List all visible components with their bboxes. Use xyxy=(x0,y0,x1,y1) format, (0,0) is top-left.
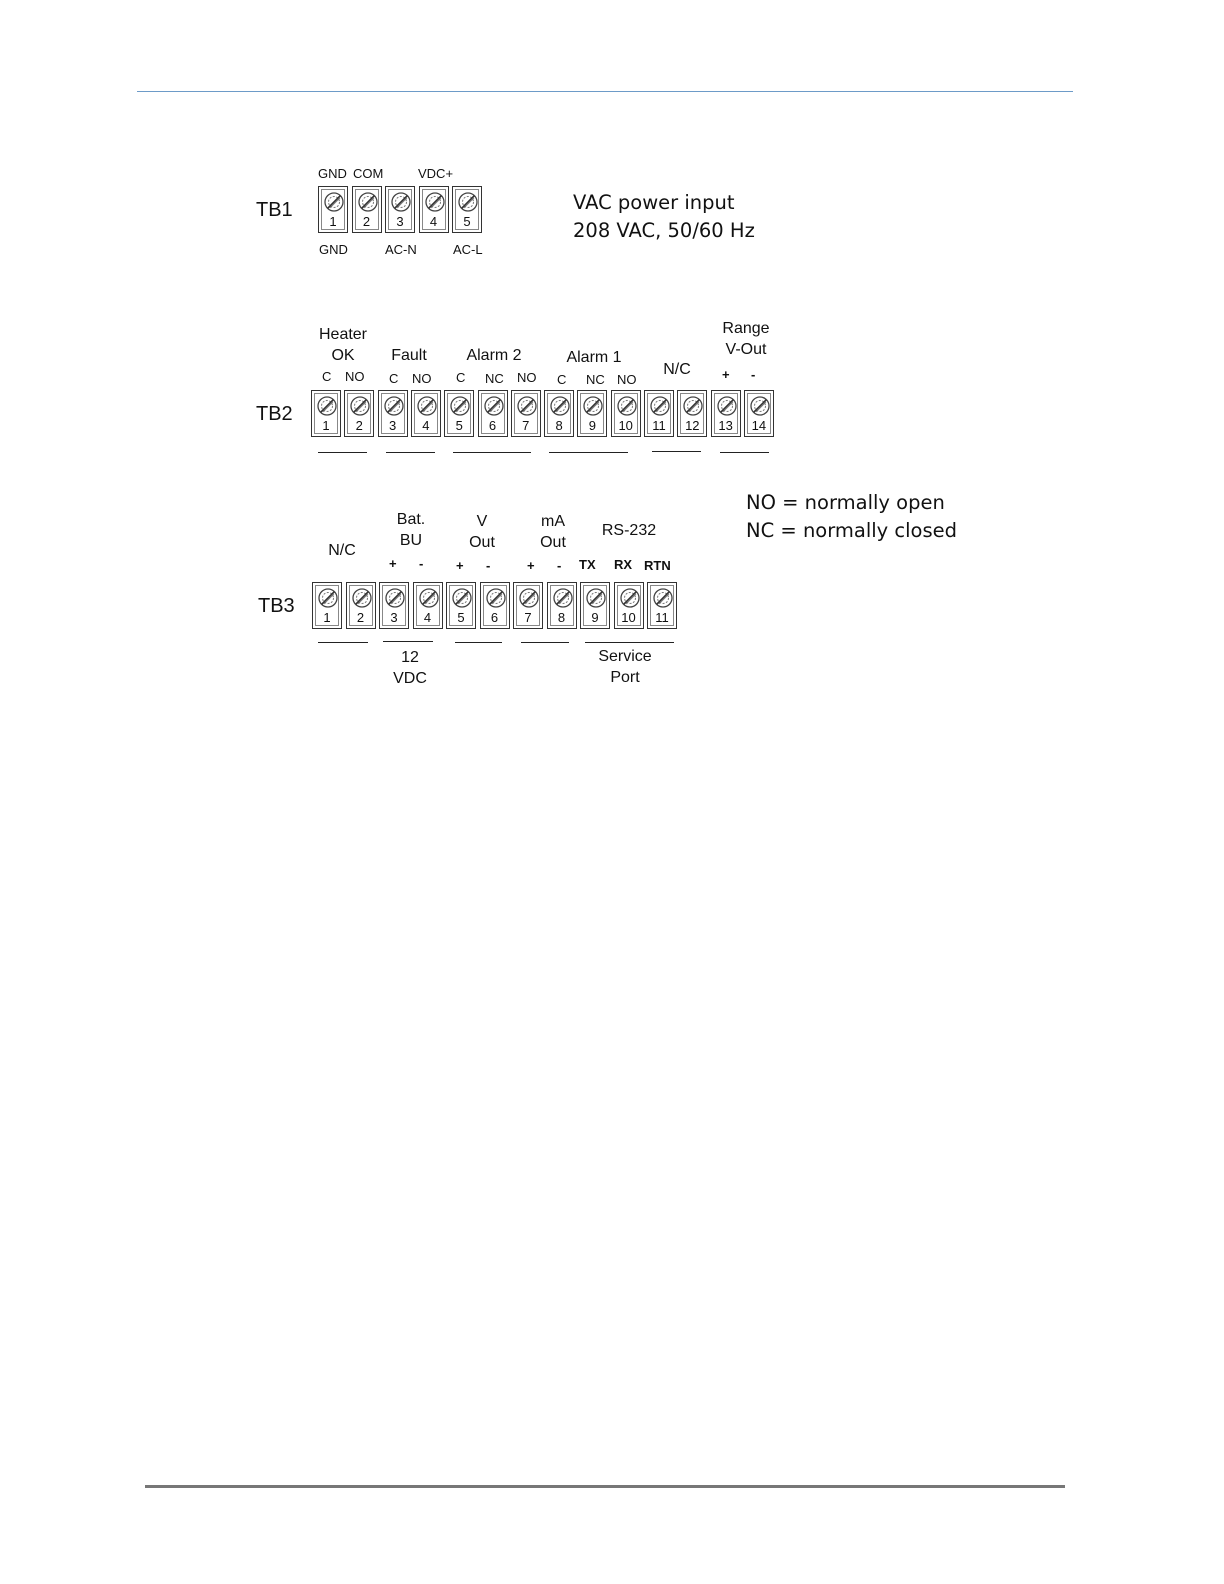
screw-icon xyxy=(316,395,338,417)
tb3-underline-nc xyxy=(318,642,368,643)
legend-normally-closed: NC = normally closed xyxy=(746,519,958,542)
tb3-underline-rs232 xyxy=(585,642,674,643)
tb2-terminal-number: 5 xyxy=(455,418,463,433)
tb3-group-bat-line1: Bat. xyxy=(396,511,426,528)
header-rule xyxy=(137,91,1073,92)
screw-icon xyxy=(649,395,671,417)
tb3-terminal-7 xyxy=(513,582,543,629)
tb3-terminal-3 xyxy=(379,582,409,629)
tb1-top-label-com: COM xyxy=(353,166,384,181)
tb2-underline-range xyxy=(720,452,769,453)
tb3-pin-minus-8: - xyxy=(557,558,562,573)
legend-normally-open: NO = normally open xyxy=(746,491,945,514)
screw-icon xyxy=(619,587,641,609)
tb2-pin-no-10: NO xyxy=(617,372,637,387)
screw-icon xyxy=(585,587,607,609)
tb2-terminal-number: 4 xyxy=(422,418,430,433)
tb3-bottom-12vdc-line1: 12 xyxy=(401,649,419,666)
tb3-terminal-2 xyxy=(346,582,376,629)
tb2-underline-alarm1 xyxy=(549,452,628,453)
tb2-group-heater-ok-line2: OK xyxy=(331,347,355,364)
tb3-pin-plus-7: + xyxy=(527,558,535,573)
tb2-terminal-number: 3 xyxy=(388,418,397,433)
screw-icon xyxy=(485,587,507,609)
tb1-terminal-2 xyxy=(352,186,382,233)
screw-icon xyxy=(424,191,446,213)
tb2-terminal-10 xyxy=(611,390,641,437)
tb2-terminal-4 xyxy=(411,390,441,437)
screw-icon xyxy=(483,395,505,417)
tb2-pin-c-1: C xyxy=(322,369,332,384)
screw-icon xyxy=(349,395,371,417)
tb1-terminal-1 xyxy=(318,186,348,233)
tb1-terminal-5 xyxy=(452,186,482,233)
tb2-group-alarm-1: Alarm 1 xyxy=(566,349,622,366)
tb1-bottom-label-acn: AC-N xyxy=(385,242,417,257)
tb2-terminal-2 xyxy=(344,390,374,437)
tb3-pin-rx-10: RX xyxy=(614,557,633,572)
tb2-underline-heater xyxy=(318,452,367,453)
screw-icon xyxy=(516,395,538,417)
tb3-label: TB3 xyxy=(258,595,295,617)
tb3-terminal-4 xyxy=(413,582,443,629)
tb2-terminal-number: 10 xyxy=(618,418,633,433)
tb2-group-range-line2: V-Out xyxy=(725,341,767,358)
tb2-pin-c-5: C xyxy=(456,370,466,385)
screw-icon xyxy=(682,395,704,417)
screw-icon xyxy=(652,587,674,609)
tb1-note-line-1: VAC power input xyxy=(573,191,735,214)
screw-icon xyxy=(416,395,438,417)
tb2-terminal-8 xyxy=(544,390,574,437)
tb2-terminal-12 xyxy=(677,390,707,437)
tb1-terminal-4 xyxy=(419,186,449,233)
tb3-terminal-number: 1 xyxy=(323,610,331,625)
tb2-underline-nc xyxy=(652,451,701,452)
tb3-terminal-number: 6 xyxy=(490,610,499,625)
tb2-pin-nc-6: NC xyxy=(485,371,504,386)
tb3-terminal-5 xyxy=(446,582,476,629)
screw-icon xyxy=(749,395,771,417)
tb1-bottom-label-acl: AC-L xyxy=(453,242,483,257)
tb2-pin-no-2: NO xyxy=(345,369,365,384)
screw-icon xyxy=(549,395,571,417)
tb3-pin-tx-9: TX xyxy=(579,557,596,572)
tb2-group-range-vout xyxy=(715,318,777,360)
tb3-terminal-number: 3 xyxy=(390,610,398,625)
tb3-group-vout-line2: Out xyxy=(469,534,495,551)
tb3-terminal-number: 5 xyxy=(457,610,465,625)
tb3-group-maout-line1: mA xyxy=(541,513,565,530)
tb3-terminal-6 xyxy=(480,582,510,629)
footer-rule xyxy=(145,1485,1065,1488)
tb2-terminal-14 xyxy=(744,390,774,437)
screw-icon xyxy=(357,191,379,213)
tb2-underline-alarm2 xyxy=(453,452,531,453)
tb3-group-ma-out xyxy=(530,511,576,553)
tb3-group-vout-line1: V xyxy=(476,513,488,530)
tb2-terminal-7 xyxy=(511,390,541,437)
tb1-bottom-label-gnd: GND xyxy=(319,242,348,257)
tb3-terminal-number: 4 xyxy=(423,610,432,625)
tb3-group-bat-bu xyxy=(386,509,436,551)
tb3-group-bat-line2: BU xyxy=(399,532,423,549)
tb2-terminal-number: 11 xyxy=(652,418,666,433)
tb3-terminal-number: 9 xyxy=(591,610,599,625)
tb2-terminal-3 xyxy=(378,390,408,437)
tb3-terminal-number: 2 xyxy=(356,610,365,625)
tb2-terminal-number: 12 xyxy=(685,418,700,433)
tb2-terminal-number: 6 xyxy=(488,418,497,433)
tb2-terminal-1 xyxy=(311,390,341,437)
tb2-group-heater-ok xyxy=(312,324,374,366)
tb3-pin-plus-5: + xyxy=(456,558,464,573)
tb3-terminal-8 xyxy=(547,582,577,629)
tb3-pin-minus-4: - xyxy=(419,556,424,571)
tb3-terminal-number: 7 xyxy=(524,610,532,625)
tb2-terminal-number: 8 xyxy=(555,418,563,433)
screw-icon xyxy=(390,191,412,213)
screw-icon xyxy=(418,587,440,609)
screw-icon xyxy=(518,587,540,609)
tb3-bottom-service-line1: Service xyxy=(598,648,652,665)
screw-icon xyxy=(552,587,574,609)
tb3-bottom-12vdc-line2: VDC xyxy=(393,670,427,687)
tb3-underline-vout xyxy=(455,642,502,643)
tb2-group-range-line1: Range xyxy=(722,320,770,337)
tb2-terminal-number: 7 xyxy=(522,418,530,433)
tb3-bottom-service-port xyxy=(590,646,660,688)
tb1-terminal-number: 4 xyxy=(429,214,438,229)
screw-icon xyxy=(716,395,738,417)
tb2-pin-plus-13: + xyxy=(722,367,730,382)
tb2-underline-fault xyxy=(386,452,435,453)
tb3-terminal-1 xyxy=(312,582,342,629)
tb2-terminal-5 xyxy=(444,390,474,437)
tb3-group-maout-line2: Out xyxy=(540,534,566,551)
tb3-terminal-number: 11 xyxy=(655,610,669,625)
tb1-terminal-number: 5 xyxy=(463,214,471,229)
tb2-terminal-6 xyxy=(478,390,508,437)
tb2-group-nc: N/C xyxy=(663,361,691,378)
tb2-terminal-number: 13 xyxy=(718,418,733,433)
screw-icon xyxy=(323,191,345,213)
tb2-pin-c-3: C xyxy=(389,371,399,386)
tb3-terminal-9 xyxy=(580,582,610,629)
tb3-pin-plus-3: + xyxy=(389,556,397,571)
screw-icon xyxy=(383,395,405,417)
screw-icon xyxy=(449,395,471,417)
tb1-top-label-gnd: GND xyxy=(318,166,347,181)
tb1-label: TB1 xyxy=(256,199,293,221)
tb2-group-heater-ok-line1: Heater xyxy=(318,326,368,343)
tb2-pin-no-7: NO xyxy=(517,370,537,385)
tb2-terminal-13 xyxy=(711,390,741,437)
tb3-terminal-11 xyxy=(647,582,677,629)
tb3-pin-rtn-11: RTN xyxy=(644,558,671,573)
screw-icon xyxy=(451,587,473,609)
tb2-terminal-11 xyxy=(644,390,674,437)
tb2-pin-nc-9: NC xyxy=(586,372,605,387)
screw-icon xyxy=(457,191,479,213)
tb3-underline-maout xyxy=(521,642,569,643)
tb2-pin-minus-14: - xyxy=(751,367,756,382)
tb2-label: TB2 xyxy=(256,403,293,425)
tb1-top-label-vdc: VDC+ xyxy=(418,166,454,181)
tb3-group-nc: N/C xyxy=(328,542,356,559)
tb3-terminal-number: 8 xyxy=(557,610,566,625)
tb2-pin-c-8: C xyxy=(557,372,567,387)
tb2-group-alarm-2: Alarm 2 xyxy=(466,347,522,364)
screw-icon xyxy=(317,587,339,609)
screw-icon xyxy=(582,395,604,417)
tb3-group-v-out xyxy=(459,511,505,553)
tb3-underline-bat xyxy=(383,641,433,642)
screw-icon xyxy=(351,587,373,609)
tb2-group-fault: Fault xyxy=(391,347,427,364)
tb1-terminal-number: 3 xyxy=(396,214,404,229)
tb2-pin-no-4: NO xyxy=(412,371,432,386)
screw-icon xyxy=(616,395,638,417)
tb2-terminal-number: 14 xyxy=(751,418,767,433)
tb1-note-line-2: 208 VAC, 50/60 Hz xyxy=(573,219,755,242)
tb3-bottom-12vdc xyxy=(385,647,435,689)
tb3-bottom-service-line2: Port xyxy=(610,669,640,686)
tb1-terminal-number: 1 xyxy=(329,214,337,229)
tb1-terminal-number: 2 xyxy=(362,214,371,229)
tb3-group-rs232: RS-232 xyxy=(601,522,657,539)
tb3-terminal-10 xyxy=(614,582,644,629)
tb2-terminal-number: 9 xyxy=(588,418,596,433)
tb1-terminal-3 xyxy=(385,186,415,233)
tb3-pin-minus-6: - xyxy=(486,558,491,573)
tb2-terminal-number: 2 xyxy=(355,418,363,433)
tb2-terminal-9 xyxy=(577,390,607,437)
tb2-terminal-number: 1 xyxy=(322,418,330,433)
tb3-terminal-number: 10 xyxy=(621,610,636,625)
screw-icon xyxy=(384,587,406,609)
